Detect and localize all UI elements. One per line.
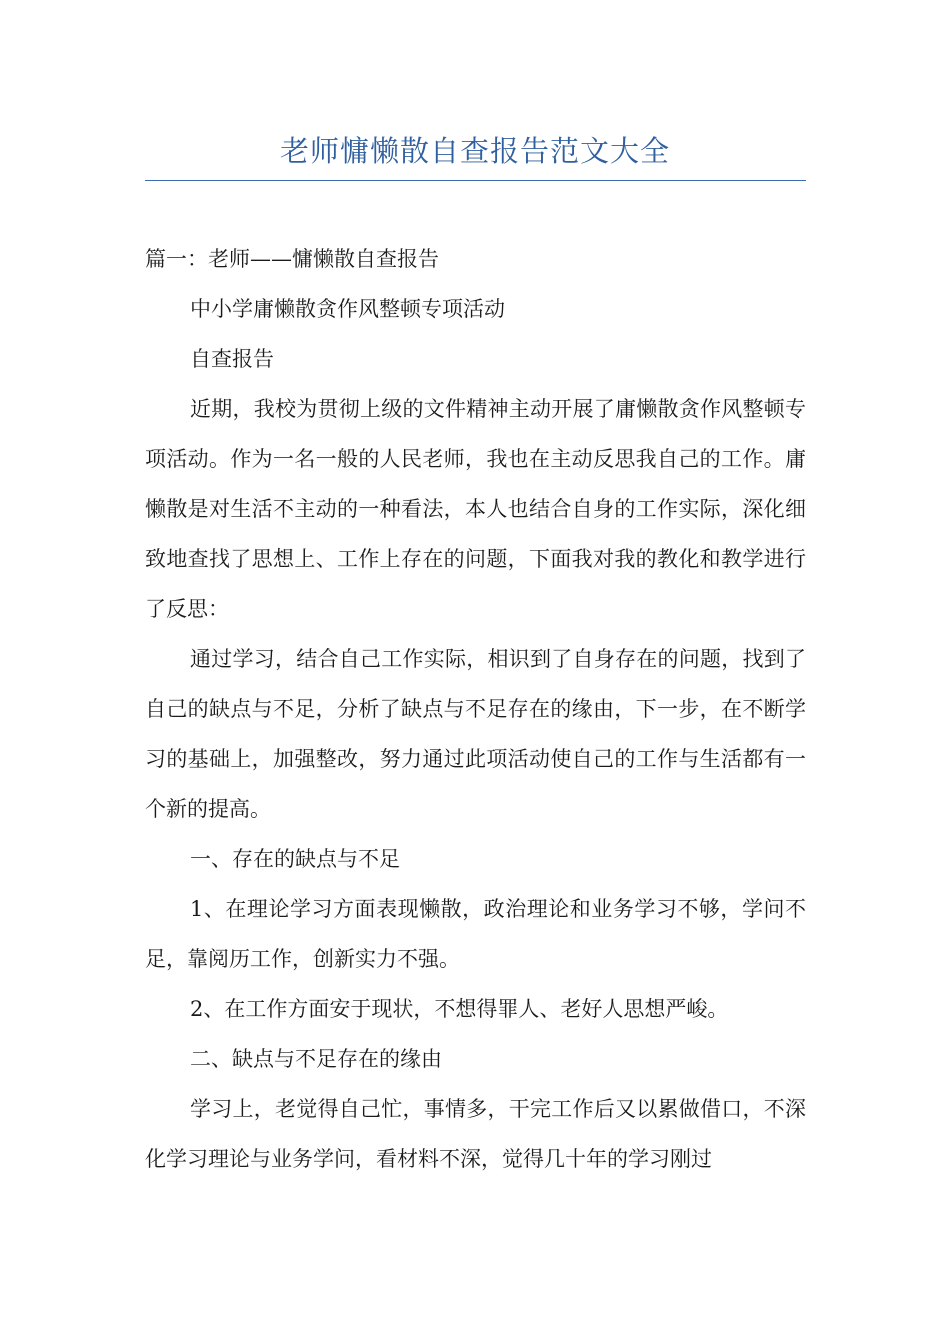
list-item: 1、在理论学习方面表现懒散，政治理论和业务学习不够，学问不足，靠阅历工作，创新实力不强。 [145, 897, 806, 971]
paragraph: 学习上，老觉得自己忙，事情多，干完工作后又以累做借口，不深化学习理论与业务学问，看材料不深，觉得几十年的学习刚过 [145, 1097, 806, 1171]
list-item: 2、在工作方面安于现状，不想得罪人、老好人思想严峻。 [190, 997, 729, 1021]
paragraph: 中小学庸懒散贪作风整顿专项活动 [190, 297, 505, 321]
document-title: 老师慵懒散自查报告范文大全 [279, 134, 670, 168]
subheading: 二、缺点与不足存在的缘由 [190, 1047, 442, 1071]
section-heading: 篇一：老师——慵懒散自查报告 [145, 247, 439, 271]
title-underline [145, 180, 806, 181]
document-body [145, 234, 806, 1184]
paragraph: 自查报告 [190, 347, 274, 371]
subheading: 一、存在的缺点与不足 [190, 847, 400, 871]
paragraph: 通过学习，结合自己工作实际，相识到了自身存在的问题，找到了自己的缺点与不足，分析了缺点与不足存在的缘由，下一步，在不断学习的基础上，加强整改，努力通过此项活动使自己的工作与生活都有一个新的提高。 [145, 647, 806, 821]
paragraph: 近期，我校为贯彻上级的文件精神主动开展了庸懒散贪作风整顿专项活动。作为一名一般的人民老师，我也在主动反思我自己的工作。庸懒散是对生活不主动的一种看法，本人也结合自身的工作实际，深化细致地查找了思想上、工作上存在的问题，下面我对我的教化和教学进行了反思： [145, 397, 806, 621]
